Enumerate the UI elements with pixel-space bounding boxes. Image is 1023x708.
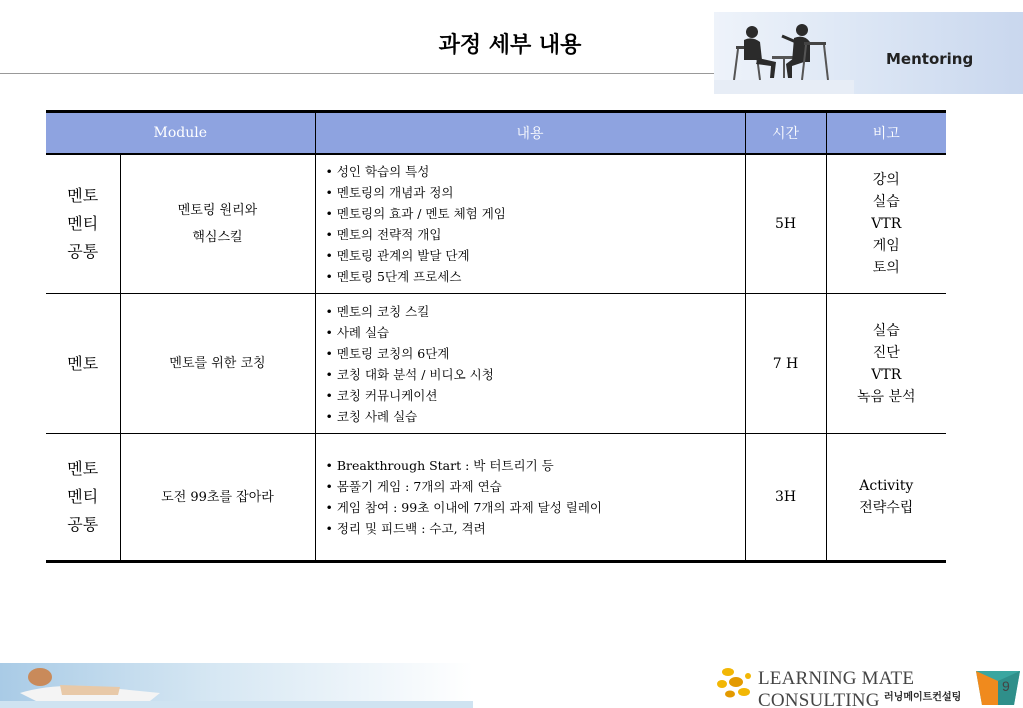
note-line: Activity [859,478,914,494]
note-line: 녹음 분석 [856,388,916,405]
header-time: 시간 [745,112,826,154]
note-line: 실습 [872,322,900,339]
content-list [326,455,745,539]
header-note: 비고 [826,112,946,154]
content-item: • 코칭 커뮤니케이션 [326,385,745,406]
note-line: 전략수립 [859,500,914,516]
page-number: 9 [1002,678,1010,694]
content-list [326,161,745,287]
content-item: • 멘토링 코칭의 6단계 [326,343,745,364]
content-item: • 멘토링 5단계 프로세스 [326,266,745,287]
note-line: 게임 [872,237,900,254]
header-module: Module [46,112,315,154]
content-item: • 멘토의 전략적 개입 [326,224,745,245]
content-cell [315,154,745,294]
table-row [46,434,946,562]
time-cell: 5H [745,154,826,294]
content-item: • 몸풀기 게임 : 7개의 과제 연습 [326,476,745,497]
target-group-line: 멘토 [67,353,99,373]
table-row [46,294,946,434]
page-title: 과정 세부 내용 [438,32,582,58]
content-item: • 멘토링의 개념과 정의 [326,182,745,203]
time-cell: 3H [745,434,826,562]
table-row [46,154,946,294]
logo-subtext: 러닝메이트컨설팅 [884,692,962,703]
target-group-cell [46,434,120,562]
note-cell [826,294,946,434]
header-content: 내용 [315,112,745,154]
module-cell [120,154,315,294]
content-item: • 코칭 대화 분석 / 비디오 시청 [326,364,745,385]
note-line: 강의 [872,171,900,188]
note-line: 진단 [872,344,900,361]
table-header-row [46,112,946,154]
content-cell [315,434,745,562]
target-group-cell [46,294,120,434]
module-cell [120,434,315,562]
module-line: 핵심스킬 [192,229,243,245]
note-line: VTR [871,366,902,383]
content-item: • 정리 및 피드백 : 수고, 격려 [326,518,745,539]
title-rule [0,73,715,74]
content-item: • 코칭 사례 실습 [326,406,745,427]
target-group-line: 멘토 [67,459,99,478]
note-line: 실습 [872,193,900,210]
mentoring-banner [714,12,1023,94]
target-group-line: 멘토 [67,185,99,205]
module-cell [120,294,315,434]
content-item: • Breakthrough Start : 박 터트리기 등 [326,455,745,476]
content-cell [315,294,745,434]
note-line: VTR [871,215,902,232]
target-group-line: 공통 [67,515,99,534]
content-item: • 성인 학습의 특성 [326,161,745,182]
target-group-line: 멘티 [67,213,99,233]
footer-left-banner [0,663,473,708]
banner-label: Mentoring [886,50,974,68]
note-cell [826,154,946,294]
target-group-cell [46,154,120,294]
content-item: • 게임 참여 : 99초 이내에 7개의 과제 달성 릴레이 [326,497,745,518]
mentoring-meeting-photo-icon [714,12,1023,94]
relaxing-person-photo-icon [0,663,473,708]
time-cell: 7 H [745,294,826,434]
content-item: • 사례 실습 [326,322,745,343]
target-group-line: 멘티 [67,487,99,506]
flower-petals-logo-icon [714,662,758,706]
logo-text: LEARNING MATE CONSULTING [758,668,915,708]
module-line: 도전 99초를 잡아라 [161,489,274,505]
content-item: • 멘토링 관계의 발달 단계 [326,245,745,266]
module-line: 멘토링 원리와 [177,202,258,218]
note-cell [826,434,946,562]
content-item: • 멘토링의 효과 / 멘토 체험 게임 [326,203,745,224]
target-group-line: 공통 [67,241,99,261]
content-list [326,301,745,427]
module-line: 멘토를 위한 코칭 [169,356,266,371]
cube-badge-icon [974,667,1022,707]
company-logo [714,662,974,706]
note-line: 토의 [872,259,900,276]
content-item: • 멘토의 코칭 스킬 [326,301,745,322]
course-detail-table [46,110,946,563]
